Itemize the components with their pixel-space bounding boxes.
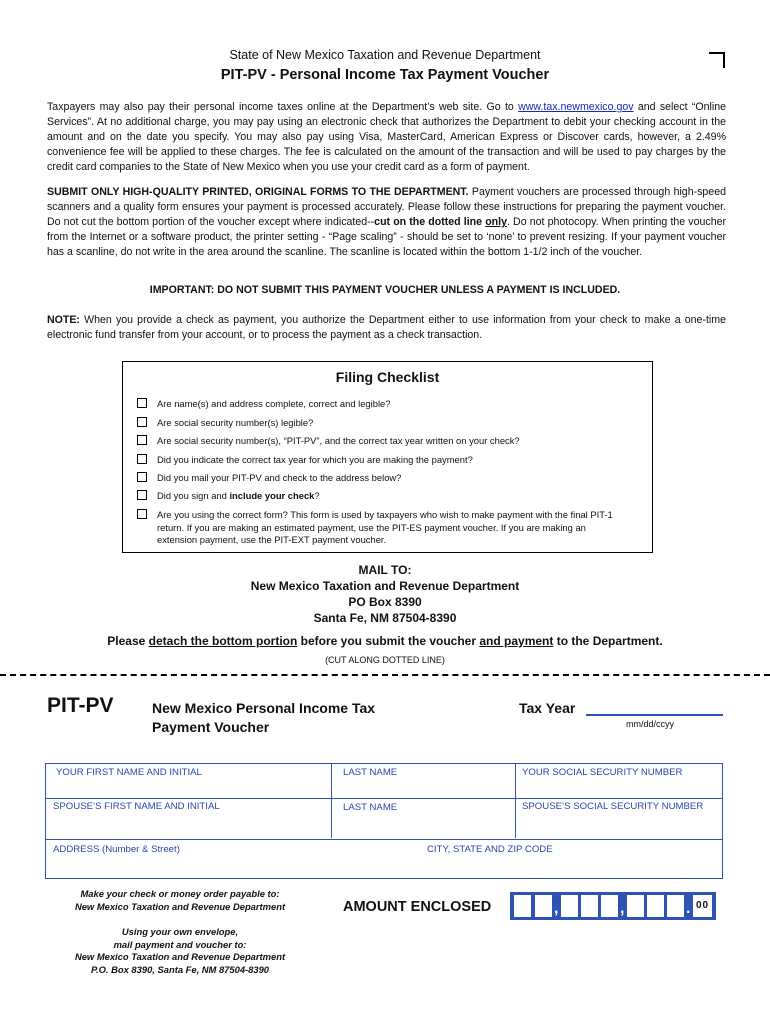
amount-enclosed-label: AMOUNT ENCLOSED (343, 899, 492, 915)
note-paragraph (47, 313, 726, 343)
voucher-title-line2: Payment Voucher (152, 719, 270, 735)
voucher-title-line1: New Mexico Personal Income Tax (152, 700, 376, 716)
amount-digit-cell[interactable] (601, 895, 618, 917)
checklist-item (157, 417, 627, 430)
checkbox[interactable] (137, 490, 147, 500)
cut-dotted-line[interactable] (0, 674, 770, 676)
detach-text-3: to the Department. (553, 634, 663, 648)
amount-digit-cell[interactable] (514, 895, 531, 917)
tax-year-input-line[interactable] (586, 714, 723, 716)
checklist-title: Filing Checklist (335, 369, 440, 385)
amount-digit-cell[interactable] (581, 895, 598, 917)
address-field[interactable]: ADDRESS (Number & Street) (53, 844, 180, 855)
amount-digit-cell[interactable] (627, 895, 644, 917)
detach-underline-1: detach the bottom portion (148, 634, 298, 648)
spouse-last-name-field[interactable]: LAST NAME (343, 802, 398, 813)
checklist-item (157, 454, 627, 467)
last-name-field[interactable]: LAST NAME (343, 767, 398, 778)
amount-digit-cell[interactable] (535, 895, 552, 917)
detach-text-2: before you submit the voucher (297, 634, 480, 648)
checklist-item-text: Are you using the correct form? This form is used by taxpayers who wish to make payment with the final PIT-1 return. If you are making an estimated payment, use the PIT-ES payment voucher. If you are making an extension payment, use the PIT-EXT payment voucher. (157, 509, 613, 545)
note-text: When you provide a check as payment, you authorize the Department either to use information from your check to make a one-time electronic fund transfer from your account, or to process the payment as a check transaction. (47, 314, 726, 341)
envelope-line2: mail payment and voucher to: (113, 939, 247, 950)
checklist-item-text: Did you indicate the correct tax year for which you are making the payment? (157, 454, 473, 465)
amount-cents-cell: 00 (693, 895, 712, 917)
filing-checklist-panel (122, 361, 653, 553)
decimal-point: . (686, 900, 691, 917)
submit-lead: SUBMIT ONLY HIGH-QUALITY PRINTED, ORIGINAL FORMS TO THE DEPARTMENT. (47, 186, 469, 198)
amount-digit-cell[interactable] (667, 895, 684, 917)
checkbox[interactable] (137, 472, 147, 482)
submit-text-1: Payment vouchers are processed through high-speed scanners and a quality form ensures your payment is processed accurately. Please follow these instructions for preparing the payment voucher. Do not cut the bottom portion of the voucher except where indicated-- (47, 186, 726, 228)
tax-website-link[interactable]: www.tax.newmexico.gov (518, 101, 634, 113)
checklist-item (157, 490, 627, 503)
checklist-item-text: Are social security number(s), “PIT-PV”, and the correct tax year written on your check? (157, 435, 520, 446)
checklist-item-text: Are name(s) and address complete, correct and legible? (157, 398, 391, 409)
important-notice: IMPORTANT: DO NOT SUBMIT THIS PAYMENT VOUCHER UNLESS A PAYMENT IS INCLUDED. (149, 284, 621, 296)
amount-digit-cell[interactable] (647, 895, 664, 917)
amount-enclosed-input[interactable] (510, 892, 716, 920)
checkbox[interactable] (137, 509, 147, 519)
checklist-item-end: ? (314, 490, 320, 501)
intro-text-end: and select “Online Services”. At no additional charge, you may pay using an electronic check that authorizes the Department to debit your checking account in the amount and on the date you specify. You may also pay using Visa, MasterCard, American Express or Discover cards, however, a 2.49% convenience fee will be applied to these charges. The fee is calculated on the amount of the transaction and will be used to pay charges by the credit card companies to the State of New Mexico when you use your credit card as a form of payment. (47, 101, 726, 173)
intro-paragraph (47, 100, 726, 175)
page-title: PIT-PV - Personal Income Tax Payment Voucher (220, 67, 550, 83)
submit-text-2: . Do not photocopy. When printing the voucher from the Internet or a software product, the printer setting - “Page scaling” - should be set to ‘none’ to prevent resizing. If your payment voucher has a scanline, do not write in the area around the scanline. The scanline is located within the bottom 1-1/2 inch of the voucher. (47, 216, 726, 258)
taxpayer-info-form (45, 763, 723, 879)
submit-paragraph (47, 185, 726, 260)
detach-text-1: Please (107, 634, 149, 648)
column-divider (515, 764, 516, 838)
envelope-line4: P.O. Box 8390, Santa Fe, NM 87504-8390 (90, 964, 270, 975)
note-label: NOTE: (47, 314, 80, 326)
checkbox[interactable] (137, 417, 147, 427)
thousands-separator: , (620, 900, 625, 917)
submit-cut-bold: cut on the dotted line (374, 216, 486, 228)
checkbox[interactable] (137, 454, 147, 464)
envelope-line3: New Mexico Taxation and Revenue Department (74, 951, 286, 962)
mail-to-line1: New Mexico Taxation and Revenue Department (250, 579, 520, 593)
detach-underline-2: and payment (479, 634, 554, 648)
submit-only-bold: only (485, 216, 507, 228)
mail-to-line3: Santa Fe, NM 87504-8390 (313, 611, 457, 625)
checklist-item-text: Are social security number(s) legible? (157, 417, 314, 428)
checkbox[interactable] (137, 398, 147, 408)
checklist-item (157, 398, 627, 411)
payable-line1: Make your check or money order payable to: (80, 888, 280, 899)
voucher-code: PIT-PV (47, 694, 114, 717)
ssn-field[interactable]: YOUR SOCIAL SECURITY NUMBER (522, 767, 683, 778)
thousands-separator: , (554, 900, 559, 917)
cut-note: (CUT ALONG DOTTED LINE) (325, 655, 445, 665)
agency-name: State of New Mexico Taxation and Revenue Department (229, 48, 541, 62)
mail-to-line2: PO Box 8390 (348, 595, 422, 609)
spouse-first-name-field[interactable]: SPOUSE’S FIRST NAME AND INITIAL (53, 801, 220, 812)
detach-instruction (0, 634, 770, 648)
envelope-line1: Using your own envelope, (121, 926, 239, 937)
intro-text-start: Taxpayers may also pay their personal income taxes online at the Department’s web site. Go to (47, 101, 519, 113)
tax-year-format-hint: mm/dd/ccyy (626, 719, 675, 729)
first-name-field[interactable]: YOUR FIRST NAME AND INITIAL (56, 767, 202, 778)
checklist-item-bold: include your check (229, 490, 315, 501)
spouse-ssn-field[interactable]: SPOUSE’S SOCIAL SECURITY NUMBER (522, 801, 704, 812)
city-state-zip-field[interactable]: CITY, STATE AND ZIP CODE (427, 844, 553, 855)
checklist-item (157, 435, 627, 448)
mail-to-label: MAIL TO: (358, 563, 412, 577)
payable-line2: New Mexico Taxation and Revenue Department (74, 901, 286, 912)
column-divider (331, 764, 332, 838)
checkbox[interactable] (137, 435, 147, 445)
row-divider (46, 798, 722, 799)
amount-digit-cell[interactable] (561, 895, 578, 917)
checklist-item-text: Did you sign and (157, 490, 230, 501)
checklist-item (157, 472, 627, 485)
tax-year-label: Tax Year (519, 700, 576, 716)
row-divider (46, 839, 722, 840)
checklist-item-text: Did you mail your PIT-PV and check to the address below? (157, 472, 402, 483)
checklist-item (157, 509, 627, 547)
